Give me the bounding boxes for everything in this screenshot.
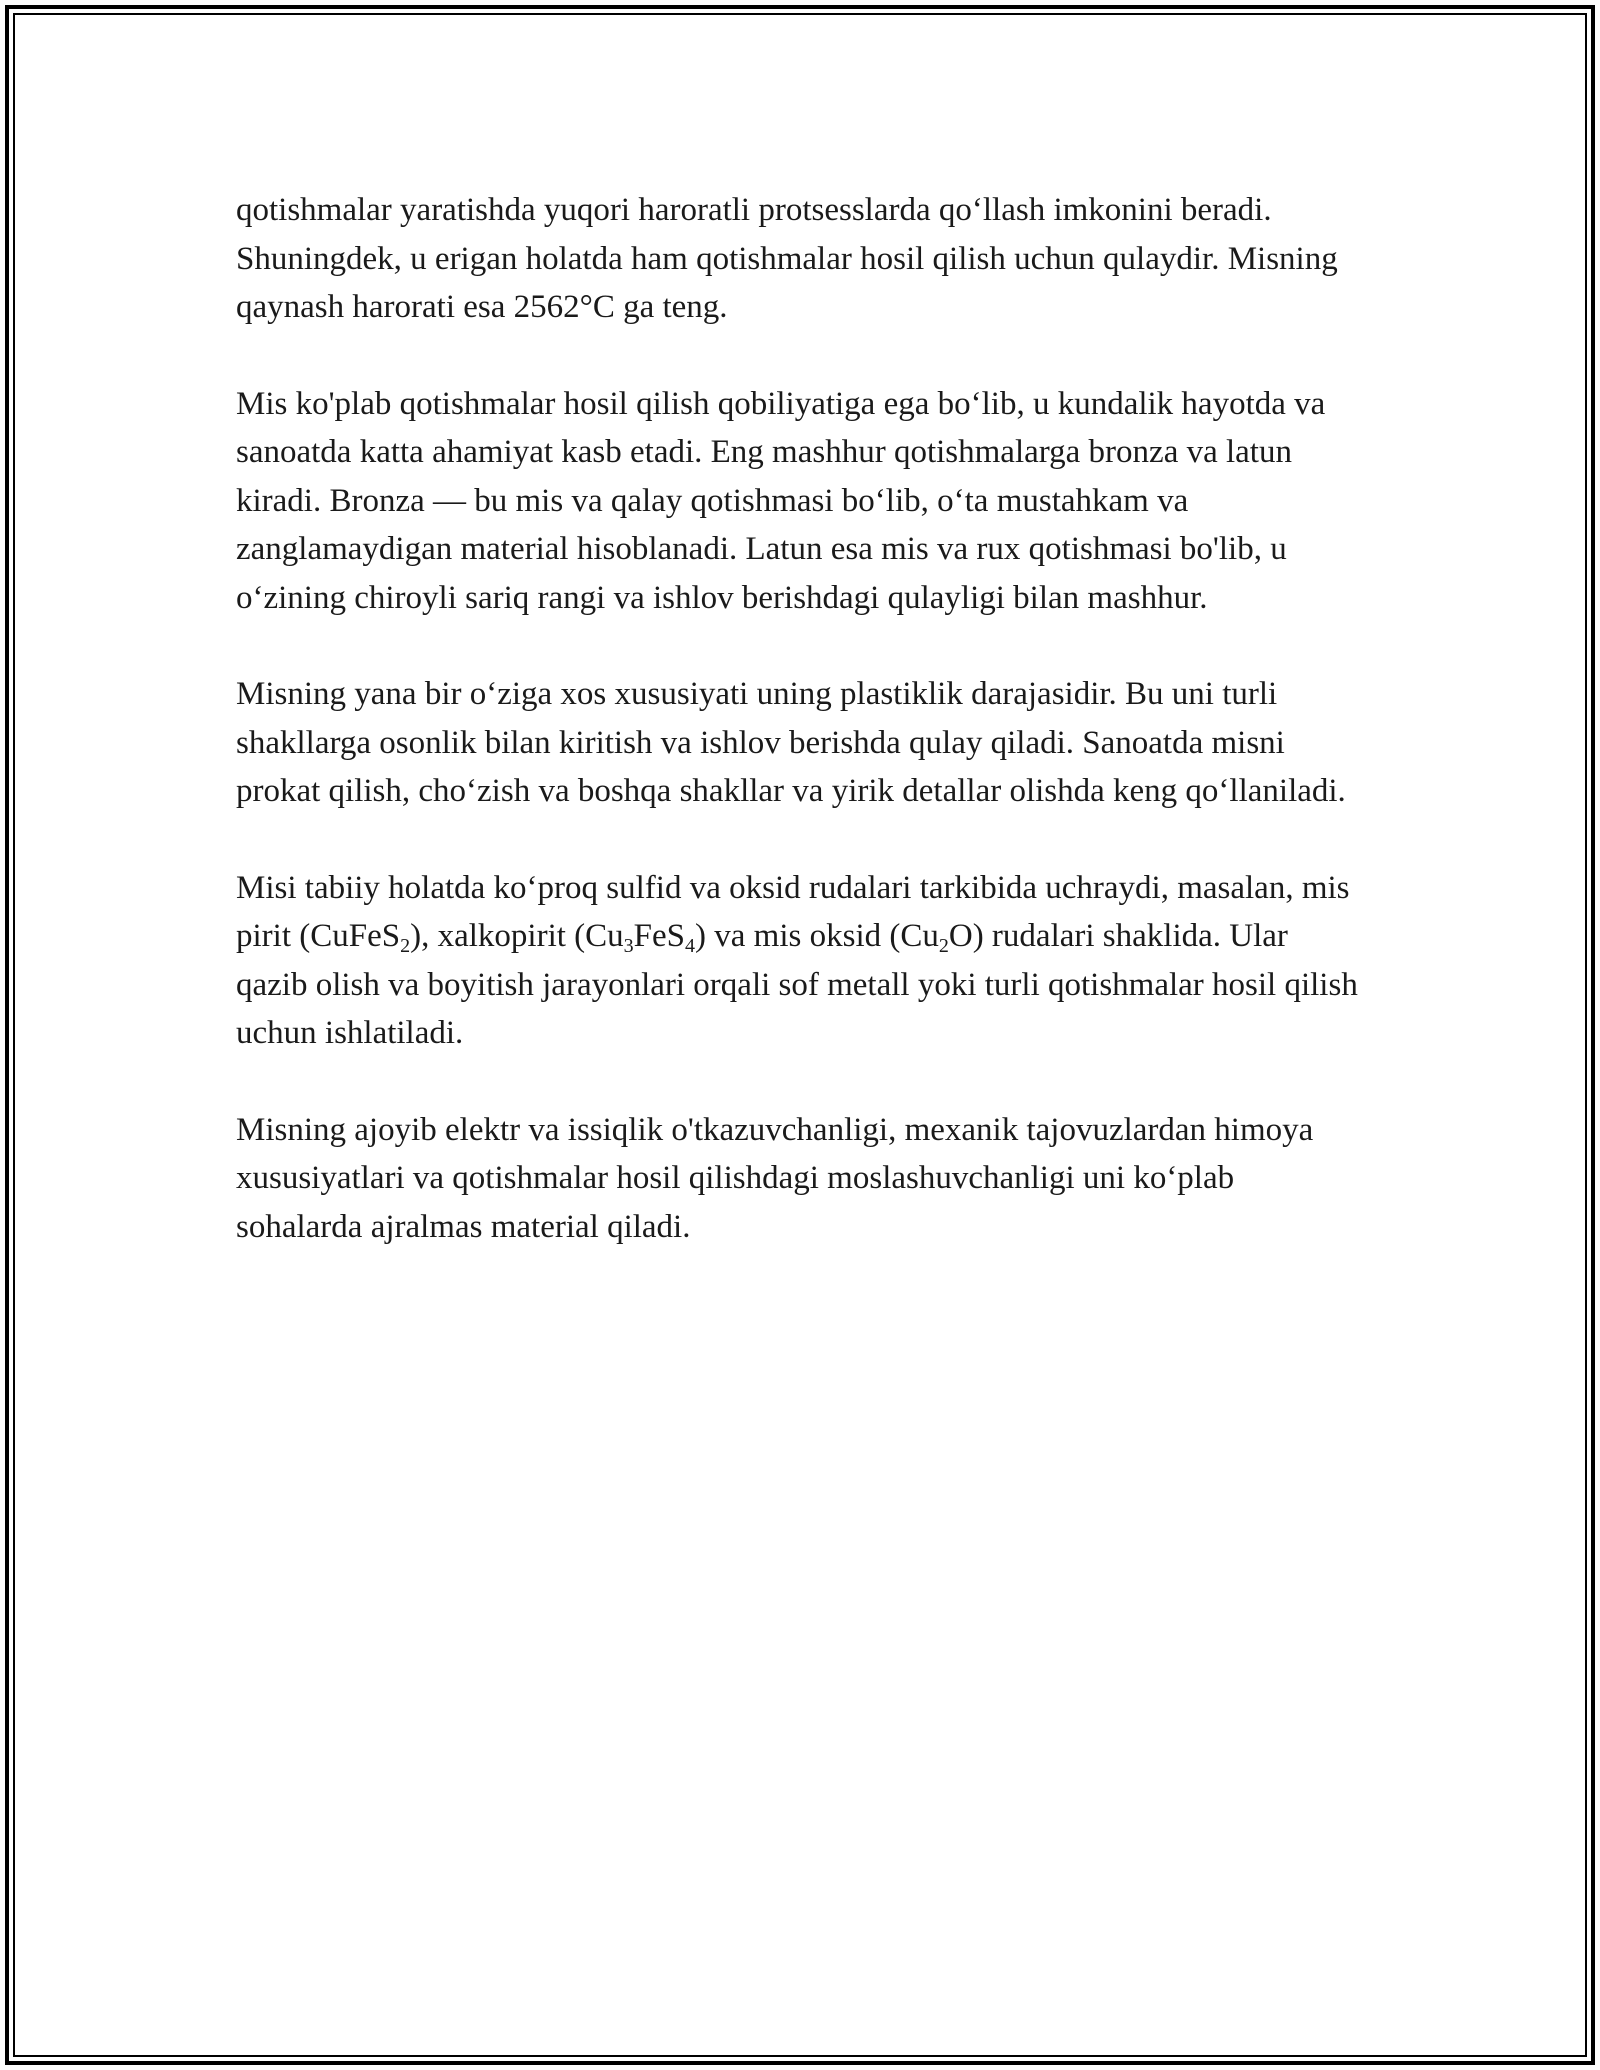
ores-text-4: ) va mis oksid (Cu: [695, 918, 939, 954]
paragraph-plasticity: Misning yana bir o‘ziga xos xususiyati uning plastiklik darajasidir. Bu uni turli shakllarga osonlik bilan kiritish va ishlov berishda qulay qiladi. Sanoatda misni prokat qilish, cho‘zish va boshqa shakllar va yirik detallar olishda keng qo‘llaniladi.: [236, 676, 1346, 809]
paragraph-conclusion: Misning ajoyib elektr va issiqlik o'tkazuvchanligi, mexanik tajovuzlardan himoya xususiyatlari va qotishmalar hosil qilishdagi moslashuvchanligi uni ko‘plab sohalarda ajralmas material qiladi.: [236, 1111, 1314, 1245]
subscript-4: 4: [685, 935, 696, 957]
document-body: [236, 186, 1366, 1299]
paragraph-alloys: Mis ko'plab qotishmalar hosil qilish qobiliyatiga ega bo‘lib, u kundalik hayotda va sanoatda katta ahamiyat kasb etadi. Eng mashhur qotishmalarga bronza va latun kiradi. Bronza — bu mis va qalay qotishmasi bo‘lib, o‘ta mustahkam va zanglamaydigan material hisoblanadi. Latun esa mis va rux qotishmasi bo'lib, u o‘zining chiroyli sariq rangi va ishlov berishdagi qulayligi bilan mashhur.: [236, 385, 1326, 616]
subscript-2: 2: [400, 935, 411, 957]
ores-text-5: O) rudalari shaklida. Ular qazib olish va boyitish jarayonlari orqali sof metall yoki turli qotishmalar hosil qilish uchun ishlatiladi.: [236, 918, 1358, 1051]
paragraph-ores: [236, 864, 1366, 1058]
ores-text-2: ), xalkopirit (Cu: [410, 918, 624, 954]
subscript-3: 3: [623, 935, 634, 957]
paragraph-melting-boiling: qotishmalar yaratishda yuqori haroratli protsesslarda qo‘llash imkonini beradi. Shuningdek, u erigan holatda ham qotishmalar hosil qilish uchun qulaydir. Misning qaynash harorati esa 2562°C ga teng.: [236, 192, 1338, 325]
ores-text-1: Misi tabiiy holatda ko‘proq sulfid va oksid rudalari tarkibida uchraydi, masalan, mis pirit (CuFeS: [236, 869, 1350, 954]
ores-text-3: FeS: [633, 918, 686, 954]
subscript-2b: 2: [938, 935, 949, 957]
